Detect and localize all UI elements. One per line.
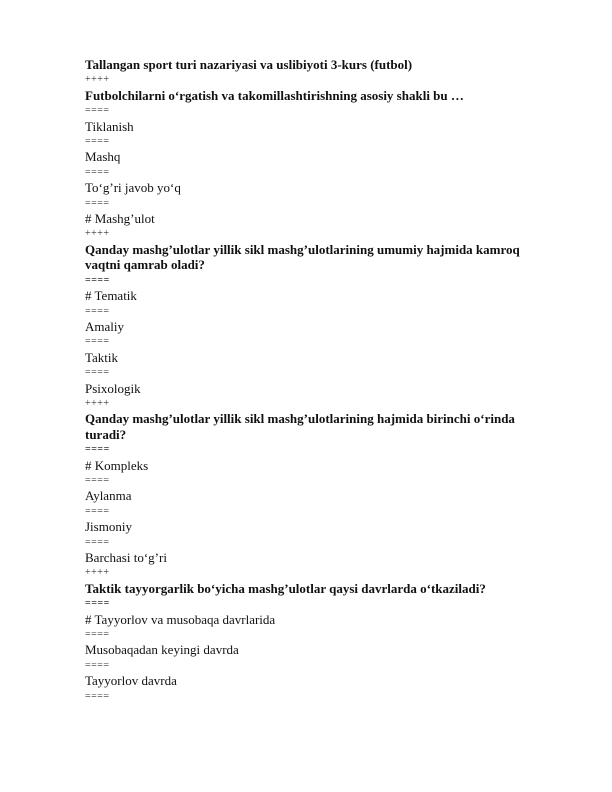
separator: ====	[85, 166, 110, 178]
answer-option: Tiklanish	[85, 118, 134, 134]
answer-option: Jismoniy	[85, 519, 132, 535]
answer-option: Taktik	[85, 349, 119, 365]
question-text: Qanday mashg’ulotlar yillik sikl mashg’ulotlarining umumiy hajmida kamroq vaqtni qamrab oladi?	[85, 241, 520, 273]
separator: ====	[85, 105, 110, 117]
answer-option: Tayyorlov davrda	[85, 673, 177, 689]
answer-option-correct: # Mashg’ulot	[85, 211, 155, 227]
answer-option: To‘g’ri javob yo‘q	[85, 180, 181, 196]
separator: ====	[85, 444, 110, 456]
separator: ====	[85, 536, 110, 548]
answer-option: Musobaqadan keyingi davrda	[85, 642, 239, 658]
separator: ++++	[85, 228, 110, 240]
separator: ====	[85, 367, 110, 379]
separator: ====	[85, 659, 110, 671]
answer-option: Psixologik	[85, 380, 141, 396]
separator: ++++	[85, 74, 110, 86]
separator: ====	[85, 136, 110, 148]
question-text: Qanday mashg’ulotlar yillik sikl mashg’ulotlarining hajmida birinchi o‘rinda turadi?	[85, 411, 515, 442]
separator: ====	[85, 197, 110, 209]
question-text: Futbolchilarni o‘rgatish va takomillashtirishning asosiy shakli bu …	[85, 87, 464, 103]
answer-option-correct: # Tematik	[85, 288, 137, 304]
separator: ====	[85, 629, 110, 641]
answer-option: Amaliy	[85, 318, 124, 334]
separator: ====	[85, 305, 110, 317]
answer-option: Aylanma	[85, 488, 132, 504]
separator: ====	[85, 336, 110, 348]
answer-option: Barchasi to‘g’ri	[85, 550, 167, 565]
answer-option: Mashq	[85, 149, 121, 165]
separator: ====	[85, 274, 110, 286]
separator: ====	[85, 690, 110, 702]
separator: ++++	[85, 567, 110, 579]
answer-option-correct: # Kompleks	[85, 457, 149, 473]
question-text: Taktik tayyorgarlik bo‘yicha mashg’ulotlar qaysi davrlarda o‘tkaziladi?	[85, 580, 486, 596]
separator: ====	[85, 505, 110, 517]
separator: ++++	[85, 397, 110, 409]
document-page	[85, 57, 545, 704]
answer-option-correct: # Tayyorlov va musobaqa davrlarida	[85, 611, 276, 627]
doc-line: Tallangan sport turi nazariyasi va uslibiyoti 3-kurs (futbol)	[85, 57, 413, 72]
separator: ====	[85, 598, 110, 610]
separator: ====	[85, 474, 110, 486]
